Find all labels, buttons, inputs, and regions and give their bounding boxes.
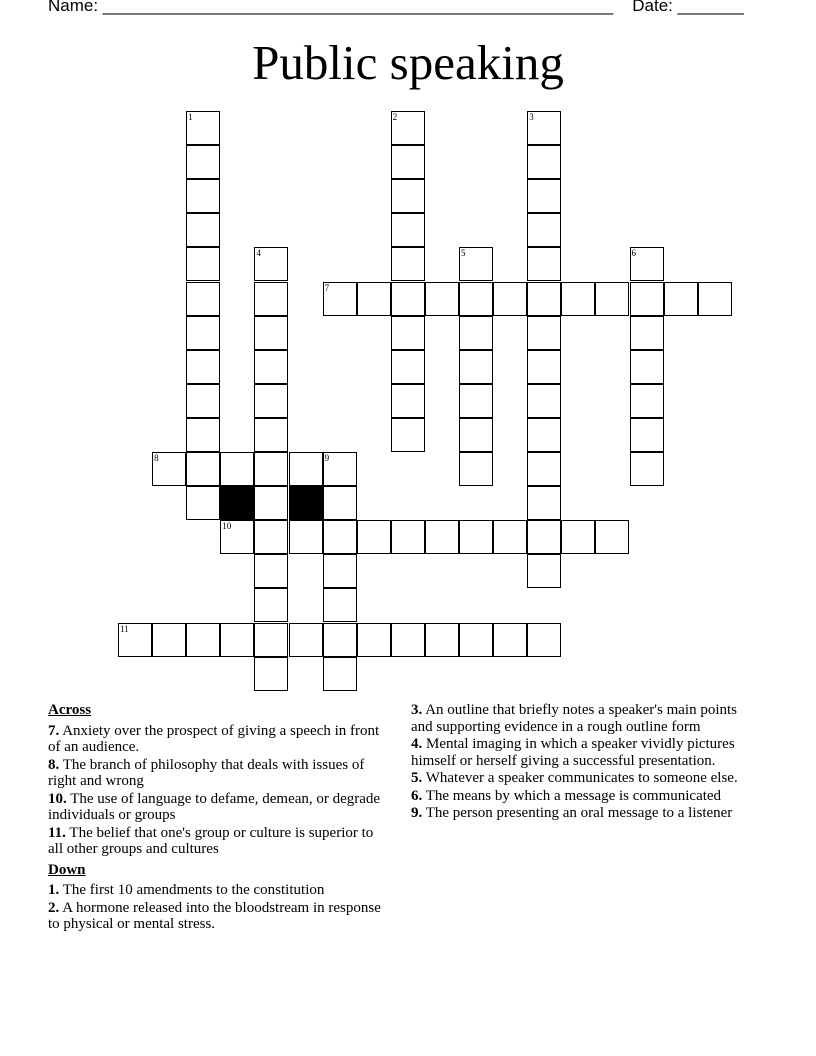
clue-number-label: 7 xyxy=(324,282,330,293)
grid-cell[interactable] xyxy=(254,486,288,520)
grid-cell[interactable] xyxy=(254,247,288,281)
grid-cell[interactable] xyxy=(186,282,220,316)
grid-cell[interactable] xyxy=(459,316,493,350)
grid-cell[interactable] xyxy=(391,213,425,247)
grid-cell[interactable] xyxy=(391,418,425,452)
grid-cell[interactable] xyxy=(630,350,664,384)
grid-cell[interactable] xyxy=(323,623,357,657)
grid-cell[interactable] xyxy=(323,282,357,316)
down-heading: Down xyxy=(48,861,86,878)
grid-cell[interactable] xyxy=(391,623,425,657)
clue-number: 10. xyxy=(48,790,67,807)
clue-number: 3. xyxy=(411,702,423,718)
clue-text: Whatever a speaker communicates to someone else. xyxy=(425,770,738,786)
across-heading: Across xyxy=(48,702,92,718)
clue-number: 2. xyxy=(48,899,60,916)
clue-down-1 xyxy=(48,882,383,899)
grid-block xyxy=(289,486,323,520)
clue-number-label: 4 xyxy=(256,248,261,259)
grid-cell[interactable] xyxy=(186,145,220,179)
grid-cell[interactable] xyxy=(323,588,357,622)
clue-number: 6. xyxy=(411,787,423,804)
grid-cell[interactable] xyxy=(152,623,186,657)
grid-cell[interactable] xyxy=(527,111,561,145)
clue-text: Anxiety over the prospect of giving a speech in front of an audience. xyxy=(48,722,380,755)
grid-cell[interactable] xyxy=(527,316,561,350)
grid-cell[interactable] xyxy=(391,384,425,418)
grid-cell[interactable] xyxy=(425,623,459,657)
grid-cell[interactable] xyxy=(527,179,561,213)
grid-cell[interactable] xyxy=(493,282,527,316)
grid-cell[interactable] xyxy=(323,520,357,554)
grid-cell[interactable] xyxy=(186,486,220,520)
grid-cell[interactable] xyxy=(630,282,664,316)
grid-cell[interactable] xyxy=(595,520,629,554)
clue-text: The belief that one's group or culture is superior to all other groups and cultures xyxy=(48,824,374,857)
grid-cell[interactable] xyxy=(357,623,391,657)
grid-cell[interactable] xyxy=(493,520,527,554)
grid-cell[interactable] xyxy=(459,520,493,554)
clue-number: 1. xyxy=(48,882,60,898)
clue-number-label: 6 xyxy=(631,248,636,259)
clue-number: 7. xyxy=(48,722,60,739)
grid-cell[interactable] xyxy=(527,213,561,247)
grid-cell[interactable] xyxy=(391,247,425,281)
grid-cell[interactable] xyxy=(664,282,698,316)
grid-cell[interactable] xyxy=(186,384,220,418)
grid-cell[interactable] xyxy=(630,418,664,452)
grid-cell[interactable] xyxy=(186,452,220,486)
grid-cell[interactable] xyxy=(186,247,220,281)
clue-number: 8. xyxy=(48,756,60,773)
grid-cell[interactable] xyxy=(527,623,561,657)
grid-cell[interactable] xyxy=(630,247,664,281)
grid-cell[interactable] xyxy=(323,452,357,486)
clue-across-8 xyxy=(48,757,383,790)
grid-cell[interactable] xyxy=(527,554,561,588)
grid-cell[interactable] xyxy=(527,520,561,554)
clue-text: Mental imaging in which a speaker vividly pictures himself or herself giving a successful presentation. xyxy=(411,736,735,769)
grid-cell[interactable] xyxy=(527,452,561,486)
grid-cell[interactable] xyxy=(527,282,561,316)
grid-cell[interactable] xyxy=(698,282,732,316)
clue-text: A hormone released into the bloodstream in response to physical or mental stress. xyxy=(48,899,381,932)
clue-number-label: 9 xyxy=(324,453,330,463)
grid-cell[interactable] xyxy=(323,657,357,691)
grid-cell[interactable] xyxy=(527,486,561,520)
grid-cell[interactable] xyxy=(220,623,254,657)
grid-cell[interactable] xyxy=(527,350,561,384)
grid-cell[interactable] xyxy=(186,179,220,213)
grid-cell[interactable] xyxy=(220,520,254,554)
clue-text: The first 10 amendments to the constitution xyxy=(62,882,325,898)
grid-cell[interactable] xyxy=(289,623,323,657)
clue-number-label: 3 xyxy=(529,112,534,122)
grid-cell[interactable] xyxy=(527,418,561,452)
clue-across-7 xyxy=(48,723,383,756)
grid-cell[interactable] xyxy=(425,282,459,316)
grid-cell[interactable] xyxy=(254,418,288,452)
grid-cell[interactable] xyxy=(391,145,425,179)
grid-cell[interactable] xyxy=(289,452,323,486)
grid-block xyxy=(220,486,254,520)
clue-text: The use of language to defame, demean, or degrade individuals or groups xyxy=(48,790,381,823)
grid-cell[interactable] xyxy=(289,520,323,554)
clue-down-4 xyxy=(411,736,761,769)
clue-text: The means by which a message is communicated xyxy=(425,787,722,804)
grid-cell[interactable] xyxy=(391,111,425,145)
grid-cell[interactable] xyxy=(391,282,425,316)
clue-number-label: 11 xyxy=(120,623,129,634)
grid-cell[interactable] xyxy=(630,452,664,486)
grid-cell[interactable] xyxy=(254,316,288,350)
grid-cell[interactable] xyxy=(254,452,288,486)
clue-down-2 xyxy=(48,900,383,933)
grid-cell[interactable] xyxy=(595,282,629,316)
clue-number-label: 1 xyxy=(188,112,193,122)
grid-cell[interactable] xyxy=(459,282,493,316)
grid-cell[interactable] xyxy=(391,350,425,384)
clue-number-label: 2 xyxy=(392,112,398,122)
grid-cell[interactable] xyxy=(186,418,220,452)
grid-cell[interactable] xyxy=(459,350,493,384)
clue-text: The person presenting an oral message to a listener xyxy=(425,805,733,821)
grid-cell[interactable] xyxy=(630,316,664,350)
grid-cell[interactable] xyxy=(254,520,288,554)
clues-left-column xyxy=(48,702,383,934)
grid-cell[interactable] xyxy=(254,282,288,316)
clue-text: An outline that briefly notes a speaker's main points and supporting evidence in a rough outline form xyxy=(411,702,737,735)
clue-down-9 xyxy=(411,805,761,822)
grid-cell[interactable] xyxy=(561,520,595,554)
grid-cell[interactable] xyxy=(254,588,288,622)
grid-cell[interactable] xyxy=(186,316,220,350)
grid-cell[interactable] xyxy=(391,520,425,554)
grid-cell[interactable] xyxy=(630,384,664,418)
grid-cell[interactable] xyxy=(391,179,425,213)
clue-number-label: 10 xyxy=(222,521,232,532)
grid-cell[interactable] xyxy=(527,247,561,281)
clue-down-5 xyxy=(411,770,761,787)
grid-cell[interactable] xyxy=(459,452,493,486)
page-title: Public speaking xyxy=(252,35,564,90)
grid-cell[interactable] xyxy=(459,247,493,281)
grid-cell[interactable] xyxy=(357,282,391,316)
grid-cell[interactable] xyxy=(527,384,561,418)
grid-cell[interactable] xyxy=(186,213,220,247)
grid-cell[interactable] xyxy=(357,520,391,554)
clue-down-6 xyxy=(411,788,761,805)
clue-number-label: 5 xyxy=(461,248,466,259)
grid-cell[interactable] xyxy=(220,452,254,486)
grid-cell[interactable] xyxy=(391,316,425,350)
grid-cell[interactable] xyxy=(254,623,288,657)
grid-cell[interactable] xyxy=(186,350,220,384)
clue-down-3 xyxy=(411,702,761,735)
grid-cell[interactable] xyxy=(186,623,220,657)
clue-across-11 xyxy=(48,825,383,858)
clue-across-10 xyxy=(48,791,383,824)
grid-cell[interactable] xyxy=(527,145,561,179)
grid-cell[interactable] xyxy=(186,111,220,145)
clues-right-column xyxy=(411,702,761,823)
name-date-line: Name: ______________________________________________________ Date: _______ xyxy=(48,0,744,15)
clue-text: The branch of philosophy that deals with issues of right and wrong xyxy=(48,756,365,789)
grid-cell[interactable] xyxy=(254,350,288,384)
grid-cell[interactable] xyxy=(459,418,493,452)
grid-cell[interactable] xyxy=(561,282,595,316)
grid-cell[interactable] xyxy=(254,384,288,418)
grid-cell[interactable] xyxy=(425,520,459,554)
grid-cell[interactable] xyxy=(459,623,493,657)
grid-cell[interactable] xyxy=(323,486,357,520)
grid-cell[interactable] xyxy=(459,384,493,418)
clue-number-label: 8 xyxy=(154,453,159,463)
clue-number: 11. xyxy=(48,824,66,841)
clue-number: 5. xyxy=(411,770,423,786)
grid-cell[interactable] xyxy=(493,623,527,657)
grid-cell[interactable] xyxy=(254,554,288,588)
grid-cell[interactable] xyxy=(254,657,288,691)
clue-number: 9. xyxy=(411,805,423,821)
clue-number: 4. xyxy=(411,736,423,752)
grid-cell[interactable] xyxy=(323,554,357,588)
grid-cell[interactable] xyxy=(152,452,186,486)
grid-cell[interactable] xyxy=(118,623,152,657)
